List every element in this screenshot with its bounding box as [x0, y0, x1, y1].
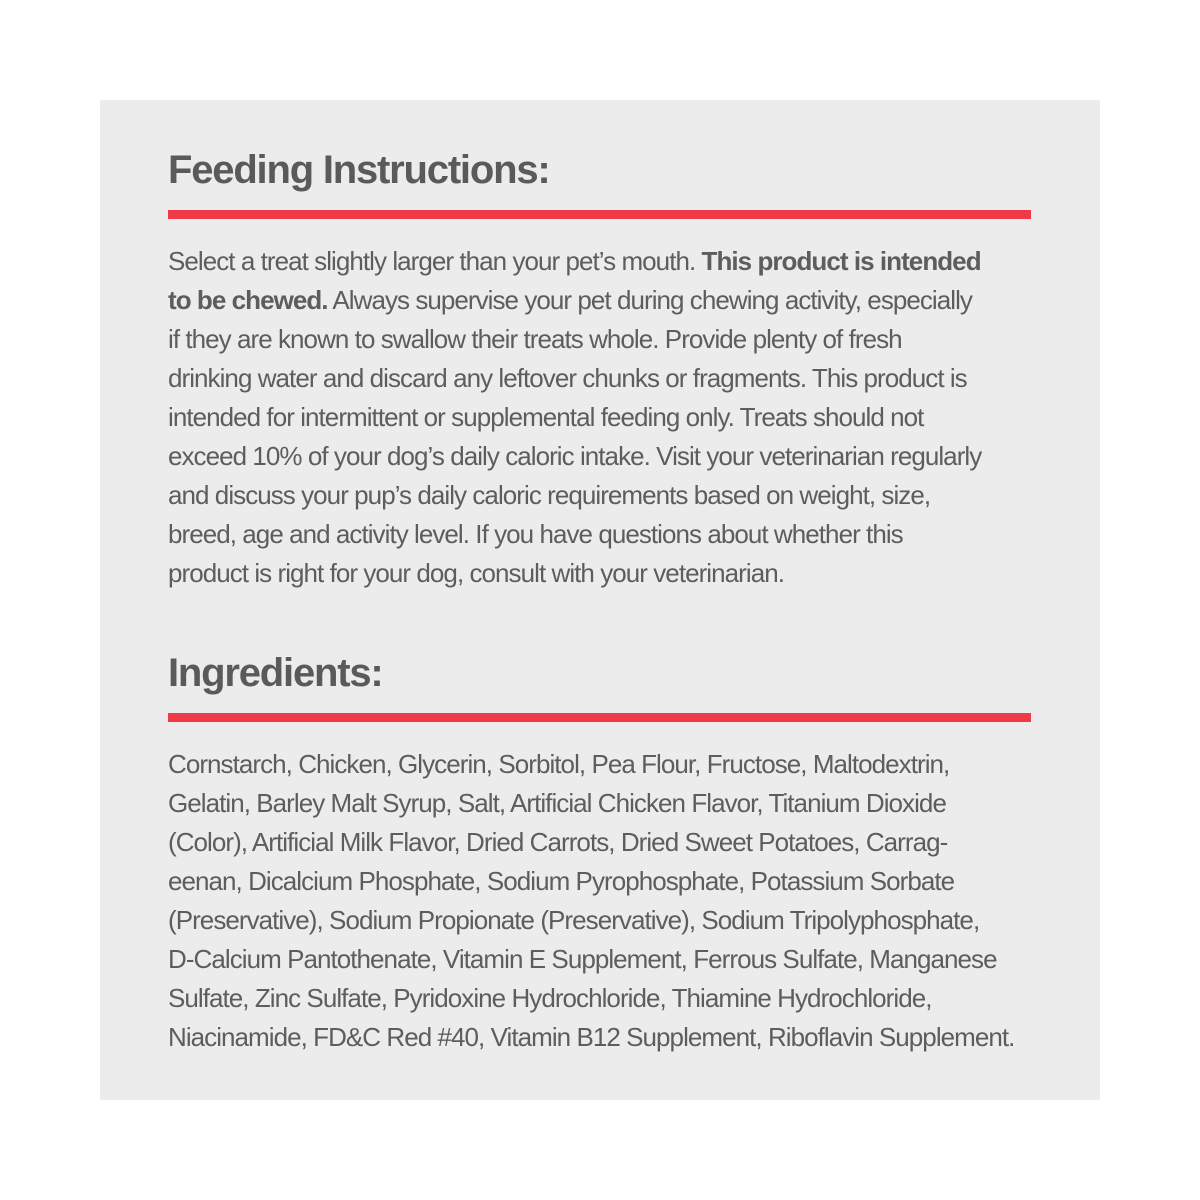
ingredients-text-line: Niacinamide, FD&C Red #40, Vitamin B12 Supplement, Riboflavin Supplement.: [168, 1022, 1015, 1052]
feeding-text-line: [168, 398, 1034, 437]
body-text-segment: product is right for your dog, consult with your veterinarian.: [168, 558, 784, 588]
body-text-segment: intended for intermittent or supplemental feeding only. Treats should not: [168, 402, 924, 432]
body-text-segment: and discuss your pup’s daily caloric requirements based on weight, size,: [168, 480, 931, 510]
emphasis-text: This product is intended: [701, 246, 981, 276]
feeding-text-line: [168, 359, 1034, 398]
feeding-text-line: [168, 320, 1034, 359]
body-text-segment: drinking water and discard any leftover chunks or fragments. This product is: [168, 363, 967, 393]
emphasis-text: to be chewed.: [168, 285, 328, 315]
body-text-segment: Always supervise your pet during chewing activity, especially: [327, 285, 972, 315]
ingredients-text-line: (Preservative), Sodium Propionate (Preservative), Sodium Tripolyphosphate,: [168, 905, 980, 935]
feeding-text-line: [168, 281, 1034, 320]
ingredients-heading: Ingredients:: [168, 651, 383, 695]
ingredients-text-line: Cornstarch, Chicken, Glycerin, Sorbitol, Pea Flour, Fructose, Maltodextrin,: [168, 749, 950, 779]
body-text-segment: if they are known to swallow their treats whole. Provide plenty of fresh: [168, 324, 902, 354]
feeding-text-line: [168, 242, 1034, 281]
ingredients-text: [168, 745, 1034, 1057]
feeding-instructions-heading: Feeding Instructions:: [168, 148, 550, 192]
feeding-text-line: [168, 476, 1034, 515]
body-text-segment: exceed 10% of your dog’s daily caloric intake. Visit your veterinarian regularly: [168, 441, 982, 471]
ingredients-text-line: (Color), Artificial Milk Flavor, Dried Carrots, Dried Sweet Potatoes, Carrag-: [168, 827, 948, 857]
feeding-instructions-text: [168, 242, 1034, 593]
feeding-text-line: [168, 554, 1034, 593]
ingredients-text-line: D-Calcium Pantothenate, Vitamin E Supplement, Ferrous Sulfate, Manganese: [168, 944, 997, 974]
ingredients-divider: [168, 713, 1031, 722]
ingredients-text-line: Sulfate, Zinc Sulfate, Pyridoxine Hydrochloride, Thiamine Hydrochloride,: [168, 983, 932, 1013]
feeding-text-line: [168, 437, 1034, 476]
body-text-segment: Select a treat slightly larger than your pet’s mouth.: [168, 246, 702, 276]
body-text-segment: breed, age and activity level. If you have questions about whether this: [168, 519, 903, 549]
info-panel: [100, 100, 1100, 1100]
feeding-text-line: [168, 515, 1034, 554]
ingredients-text-line: eenan, Dicalcium Phosphate, Sodium Pyrophosphate, Potassium Sorbate: [168, 866, 955, 896]
feeding-divider: [168, 210, 1031, 219]
ingredients-text-line: Gelatin, Barley Malt Syrup, Salt, Artificial Chicken Flavor, Titanium Dioxide: [168, 788, 946, 818]
